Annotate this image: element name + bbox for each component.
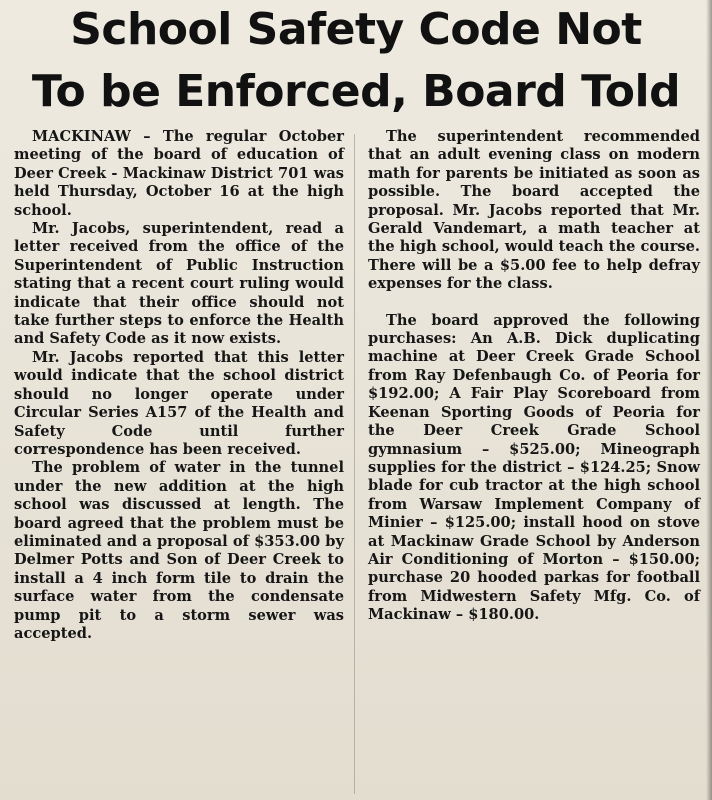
- column-divider: [354, 134, 355, 794]
- article-paragraph: Mr. Jacobs, superintendent, read a letter received from the office of the Superintendent of Public Instruction stating that a recent court ruling would indicate that their office should not take further steps to enforce the Health and Safety Code as it now exists.: [14, 220, 344, 348]
- clipping-edge-shadow: [706, 0, 712, 800]
- article-paragraph: MACKINAW – The regular October meeting of the board of education of Deer Creek - Mackinaw District 701 was held Thursday, October 16 at the high school.: [14, 128, 344, 219]
- article-right-column: [368, 128, 700, 625]
- headline-line-2: To be Enforced, Board Told: [31, 66, 681, 117]
- article-paragraph: Mr. Jacobs reported that this letter would indicate that the school district should no longer operate under Circular Series A157 of the Health and Safety Code until further correspondence has been received.: [14, 348, 344, 458]
- article-paragraph: The board approved the following purchases: An A.B. Dick duplicating machine at Deer Creek Grade School from Ray Defenbaugh Co. of Peoria for $192.00; A Fair Play Scoreboard from Keenan Sporting Goods of Peoria for the Deer Creek Grade School gymnasium – $525.00; Mineograph supplies for the district – $124.25; Snow blade for cub tractor at the high school from Warsaw Implement Company of Minier – $125.00; install hood on stove at Mackinaw Grade School by Anderson Air Conditioning of Morton – $150.00; purchase 20 hooded parkas for football from Midwestern Safety Mfg. Co. of Mackinaw – $180.00.: [368, 311, 700, 624]
- article-paragraph: The problem of water in the tunnel under the new addition at the high school was discussed at length. The board agreed that the problem must be eliminated and a proposal of $353.00 by Delmer Potts and Son of Deer Creek to install a 4 inch form tile to drain the surface water from the condensate pump pit to a storm sewer was accepted.: [14, 459, 344, 642]
- article-paragraph: The superintendent recommended that an adult evening class on modern math for parents be initiated as soon as possible. The board accepted the proposal. Mr. Jacobs reported that Mr. Gerald Vandemart, a math teacher at the high school, would teach the course. There will be a $5.00 fee to help defray expenses for the class.: [368, 128, 700, 293]
- headline-line-1: School Safety Code Not: [70, 4, 642, 55]
- article-left-column: [14, 128, 344, 643]
